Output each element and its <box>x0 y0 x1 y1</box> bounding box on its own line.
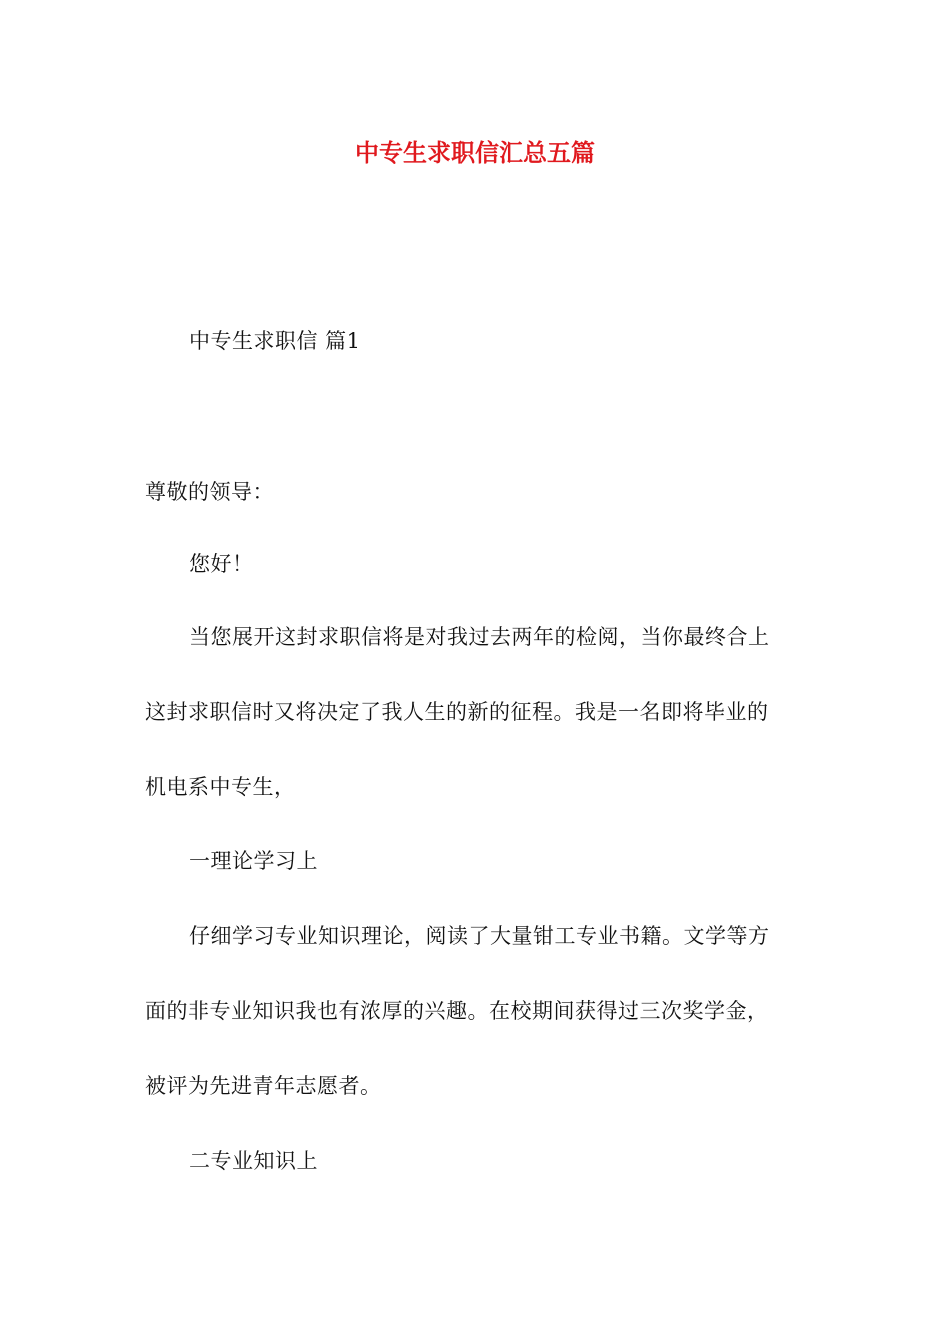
document-title: 中专生求职信汇总五篇 <box>355 139 595 167</box>
section-heading: 中专生求职信 篇1 <box>189 329 361 353</box>
paragraph-line: 这封求职信时又将决定了我人生的新的征程。我是一名即将毕业的 <box>145 700 769 724</box>
paragraph-line: 当您展开这封求职信将是对我过去两年的检阅，当你最终合上 <box>189 625 770 649</box>
salutation: 尊敬的领导： <box>145 480 274 504</box>
paragraph-line: 面的非专业知识我也有浓厚的兴趣。在校期间获得过三次奖学金， <box>145 999 769 1023</box>
subheading: 二专业知识上 <box>189 1149 318 1173</box>
greeting: 您好！ <box>189 552 254 576</box>
subheading: 一理论学习上 <box>189 849 318 873</box>
paragraph-line: 被评为先进青年志愿者。 <box>145 1074 382 1098</box>
paragraph-line: 机电系中专生， <box>145 775 296 799</box>
paragraph-line: 仔细学习专业知识理论，阅读了大量钳工专业书籍。文学等方 <box>189 924 770 948</box>
